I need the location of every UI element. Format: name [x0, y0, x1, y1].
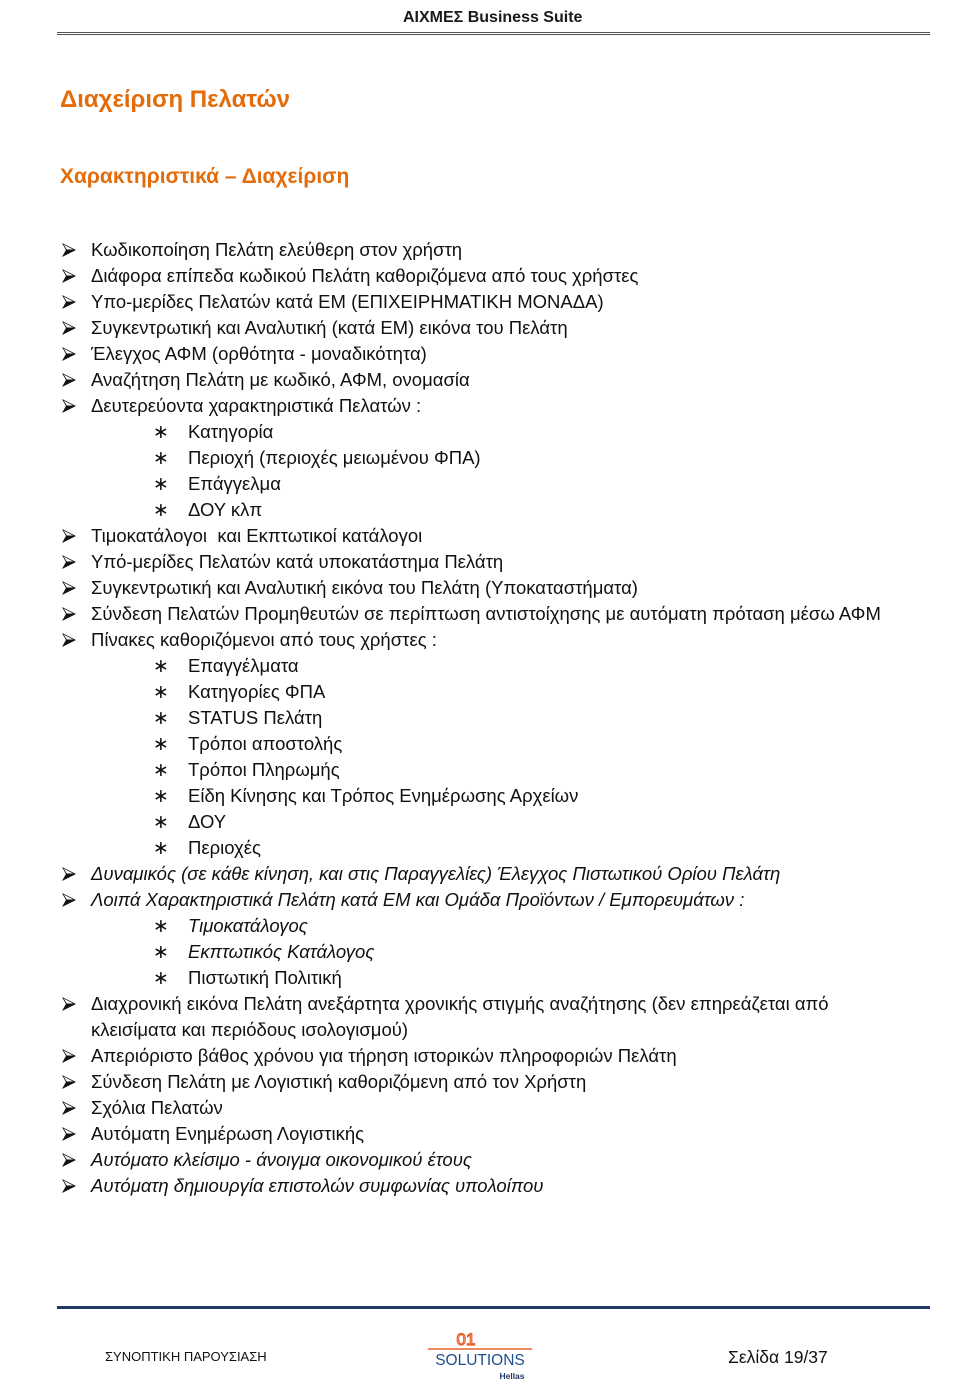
feature-text: Αυτόματο κλείσιμο - άνοιγμα οικονομικού έτους — [91, 1149, 472, 1170]
feature-text: Διαχρονική εικόνα Πελάτη ανεξάρτητα χρονικής στιγμής αναζήτησης (δεν επηρεάζεται από — [91, 993, 829, 1014]
feature-sub-text: Περιοχές — [188, 837, 261, 858]
footer-divider — [57, 1306, 930, 1309]
feature-sub-text: Τιμοκατάλογος — [188, 915, 308, 936]
feature-text: Σύνδεση Πελατών Προμηθευτών σε περίπτωση αντιστοίχησης με αυτόματη πρόταση μέσω ΑΦΜ — [91, 603, 881, 624]
arrow-bullet-icon — [62, 581, 76, 595]
asterisk-bullet-icon — [153, 757, 169, 783]
feature-text: Πίνακες καθοριζόμενοι από τους χρήστες : — [91, 629, 437, 650]
arrow-bullet-icon — [62, 373, 76, 387]
asterisk-bullet-icon — [153, 445, 169, 471]
asterisk-bullet-icon — [153, 497, 169, 523]
feature-text: Συγκεντρωτική και Αναλυτική εικόνα του Πελάτη (Υποκαταστήματα) — [91, 577, 638, 598]
arrow-bullet-icon — [62, 1075, 76, 1089]
feature-item — [0, 315, 960, 341]
feature-sub-text: Επαγγέλματα — [188, 655, 299, 676]
feature-sub-item — [0, 835, 960, 861]
arrow-bullet-icon — [62, 1101, 76, 1115]
logo-region: Hellas — [499, 1371, 525, 1381]
arrow-bullet-icon — [62, 1127, 76, 1141]
feature-item — [0, 601, 960, 627]
feature-item — [0, 367, 960, 393]
feature-text: Λοιπά Χαρακτηριστικά Πελάτη κατά ΕΜ και Ομάδα Προϊόντων / Εμπορευμάτων : — [91, 889, 745, 910]
feature-item — [0, 887, 960, 913]
feature-item — [0, 1147, 960, 1173]
feature-text: Συγκεντρωτική και Αναλυτική (κατά ΕΜ) εικόνα του Πελάτη — [91, 317, 568, 338]
arrow-bullet-icon — [62, 1153, 76, 1167]
asterisk-bullet-icon — [153, 419, 169, 445]
feature-sub-item — [0, 783, 960, 809]
arrow-bullet-icon — [62, 633, 76, 647]
feature-sub-text: Περιοχή (περιοχές μειωμένου ΦΠΑ) — [188, 447, 481, 468]
asterisk-bullet-icon — [153, 705, 169, 731]
feature-text: Διάφορα επίπεδα κωδικού Πελάτη καθοριζόμενα από τους χρήστες — [91, 265, 639, 286]
arrow-bullet-icon — [62, 997, 76, 1011]
feature-item — [0, 1095, 960, 1121]
feature-text: Έλεγχος ΑΦΜ (ορθότητα - μοναδικότητα) — [91, 343, 427, 364]
feature-sub-item — [0, 497, 960, 523]
feature-text: Τιμοκατάλογοι και Εκπτωτικοί κατάλογοι — [91, 525, 423, 546]
arrow-bullet-icon — [62, 1179, 76, 1193]
feature-text: Αυτόματη Ενημέρωση Λογιστικής — [91, 1123, 365, 1144]
asterisk-bullet-icon — [153, 679, 169, 705]
feature-sub-text: Πιστωτική Πολιτική — [188, 967, 342, 988]
page-title: Διαχείριση Πελατών — [60, 86, 291, 113]
feature-item — [0, 1069, 960, 1095]
feature-sub-text: Εκπτωτικός Κατάλογος — [188, 941, 375, 962]
document-header-title: ΑΙΧΜΕΣ Business Suite — [403, 9, 583, 26]
footer-document-label: ΣΥΝΟΠΤΙΚΗ ΠΑΡΟΥΣΙΑΣΗ — [105, 1349, 267, 1364]
feature-text: Αυτόματη δημιουργία επιστολών συμφωνίας υπολοίπου — [91, 1175, 544, 1196]
arrow-bullet-icon — [62, 295, 76, 309]
feature-item — [0, 523, 960, 549]
feature-item — [0, 861, 960, 887]
section-subtitle: Χαρακτηριστικά – Διαχείριση — [60, 165, 350, 188]
feature-text: Αναζήτηση Πελάτη με κωδικό, ΑΦΜ, ονομασία — [91, 369, 470, 390]
logo-number: 01 — [456, 1330, 476, 1349]
arrow-bullet-icon — [62, 529, 76, 543]
feature-sub-item — [0, 809, 960, 835]
feature-item — [0, 263, 960, 289]
feature-sub-item — [0, 939, 960, 965]
feature-text: κλεισίματα και περιόδους ισολογισμού) — [91, 1019, 409, 1040]
feature-item — [0, 627, 960, 653]
arrow-bullet-icon — [62, 555, 76, 569]
feature-sub-item — [0, 471, 960, 497]
feature-item — [0, 341, 960, 367]
feature-sub-text: Είδη Κίνησης και Τρόπος Ενημέρωσης Αρχείων — [188, 785, 579, 806]
feature-item-continuation — [0, 1017, 960, 1043]
feature-text: Σύνδεση Πελάτη με Λογιστική καθοριζόμενη από τον Χρήστη — [91, 1071, 587, 1092]
logo-name: SOLUTIONS — [435, 1352, 525, 1369]
asterisk-bullet-icon — [153, 653, 169, 679]
feature-list — [0, 237, 960, 1199]
asterisk-bullet-icon — [153, 939, 169, 965]
arrow-bullet-icon — [62, 1049, 76, 1063]
feature-sub-item — [0, 419, 960, 445]
feature-sub-item — [0, 913, 960, 939]
feature-sub-item — [0, 679, 960, 705]
feature-item — [0, 549, 960, 575]
feature-text: Δευτερεύοντα χαρακτηριστικά Πελατών : — [91, 395, 422, 416]
asterisk-bullet-icon — [153, 913, 169, 939]
feature-sub-text: Κατηγορία — [188, 421, 274, 442]
feature-sub-item — [0, 653, 960, 679]
feature-sub-text: Επάγγελμα — [188, 473, 281, 494]
arrow-bullet-icon — [62, 607, 76, 621]
feature-item — [0, 393, 960, 419]
feature-text: Απεριόριστο βάθος χρόνου για τήρηση ιστορικών πληροφοριών Πελάτη — [91, 1045, 677, 1066]
asterisk-bullet-icon — [153, 783, 169, 809]
asterisk-bullet-icon — [153, 471, 169, 497]
feature-item — [0, 237, 960, 263]
arrow-bullet-icon — [62, 399, 76, 413]
asterisk-bullet-icon — [153, 731, 169, 757]
feature-text: Σχόλια Πελατών — [91, 1097, 223, 1118]
feature-item — [0, 575, 960, 601]
asterisk-bullet-icon — [153, 835, 169, 861]
feature-item — [0, 1043, 960, 1069]
feature-text: Κωδικοποίηση Πελάτη ελεύθερη στον χρήστη — [91, 239, 463, 260]
feature-sub-item — [0, 757, 960, 783]
feature-text: Δυναμικός (σε κάθε κίνηση, και στις Παραγγελίες) Έλεγχος Πιστωτικού Ορίου Πελάτη — [91, 863, 781, 884]
feature-sub-text: ΔΟΥ — [188, 811, 227, 832]
feature-item — [0, 1173, 960, 1199]
feature-text: Υπό-μερίδες Πελατών κατά υποκατάστημα Πελάτη — [91, 551, 504, 572]
feature-sub-text: Τρόποι Πληρωμής — [188, 759, 340, 780]
asterisk-bullet-icon — [153, 809, 169, 835]
feature-item — [0, 1121, 960, 1147]
feature-sub-item — [0, 965, 960, 991]
arrow-bullet-icon — [62, 867, 76, 881]
page-number: Σελίδα 19/37 — [728, 1347, 828, 1367]
feature-item — [0, 991, 960, 1017]
feature-sub-text: Κατηγορίες ΦΠΑ — [188, 681, 326, 702]
arrow-bullet-icon — [62, 347, 76, 361]
feature-sub-text: Τρόποι αποστολής — [188, 733, 343, 754]
arrow-bullet-icon — [62, 269, 76, 283]
feature-sub-item — [0, 705, 960, 731]
feature-sub-item — [0, 731, 960, 757]
header-divider — [57, 32, 930, 35]
feature-text: Υπο-μερίδες Πελατών κατά ΕΜ (ΕΠΙΧΕΙΡΗΜΑΤΙΚΗ ΜΟΝΑΔΑ) — [91, 291, 604, 312]
asterisk-bullet-icon — [153, 965, 169, 991]
arrow-bullet-icon — [62, 893, 76, 907]
feature-sub-text: ΔΟΥ κλπ — [188, 499, 263, 520]
feature-sub-item — [0, 445, 960, 471]
arrow-bullet-icon — [62, 321, 76, 335]
feature-sub-text: STATUS Πελάτη — [188, 707, 323, 728]
feature-item — [0, 289, 960, 315]
company-logo — [420, 1326, 540, 1386]
arrow-bullet-icon — [62, 243, 76, 257]
